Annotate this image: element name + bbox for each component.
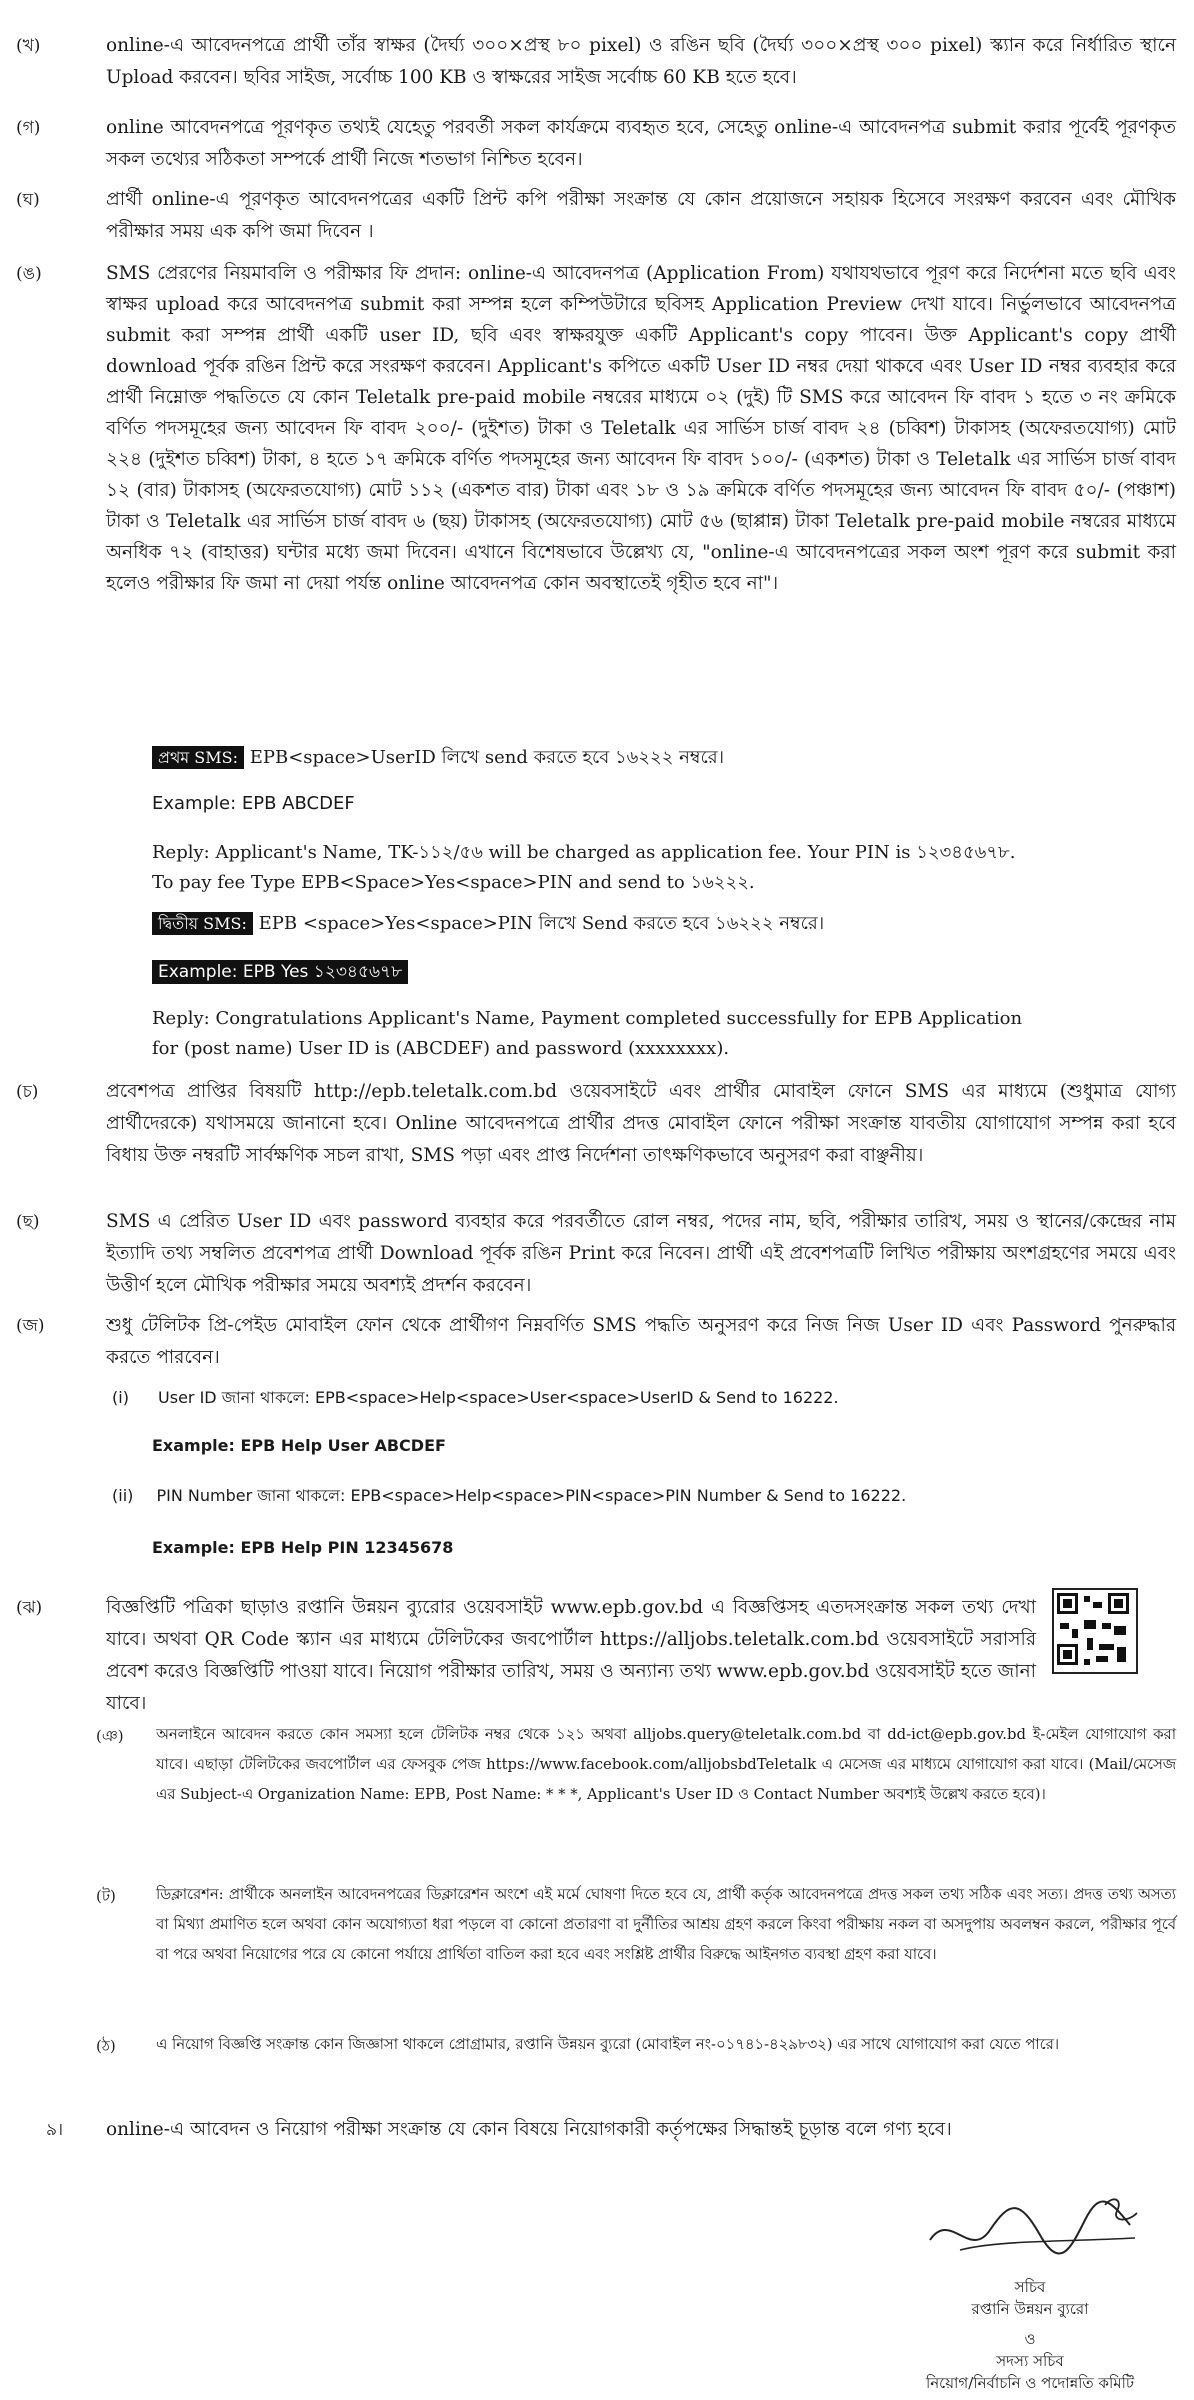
signature-block [880,2180,1180,2400]
signature-title-secretary: সচিব [1014,2278,1046,2296]
paragraph-tha [16,2030,1176,2062]
item-label: ৯। [46,2120,64,2140]
item-label: (গ) [16,118,41,138]
item-text: এ নিয়োগ বিজ্ঞপ্তি সংক্রান্ত কোন জিজ্ঞাসা থাকলে প্রোগ্রামার, রপ্তানি উন্নয়ন ব্যুরো (মোবাইল নং-০১৭৪১-৪২৯৮৩২) এর সাথে যোগাযোগ করা যেতে পারে। [156,2036,1060,2053]
item-text: online আবেদনপত্রে পূরণকৃত তথ্যই যেহেতু পরবর্তী সকল কার্যক্রমে ব্যবহৃত হবে, সেহেতু online-এ আবেদনপত্র submit করার পূর্বেই পূরণকৃত সকল তথ্যের সঠিকতা সম্পর্কে প্রার্থী নিজে শতভাগ নিশ্চিত হবেন। [106,117,1176,170]
paragraph-cha [16,1076,1176,1172]
item-text: প্রার্থী online-এ পূরণকৃত আবেদনপত্রের একটি প্রিন্ট কপি পরীক্ষা সংক্রান্ত যে কোন প্রয়োজনে সহায়ক হিসেবে সংরক্ষণ করবেন এবং মৌখিক পরীক্ষার সময় এক কপি জমা দিবেন । [106,189,1176,242]
item-text: বিজ্ঞপ্তিটি পত্রিকা ছাড়াও রপ্তানি উন্নয়ন ব্যুরোর ওয়েবসাইট www.epb.gov.bd এ বিজ্ঞপ্তিসহ এতদসংক্রান্ত সকল তথ্য দেখা যাবে। অথবা QR Code স্ক্যান এর মাধ্যমে টেলিটকের জবপোর্টাল https://alljobs.teletalk.com.bd ওয়েবসাইটে সরাসরি প্রবেশ করেও বিজ্ঞপ্তিটি পাওয়া যাবে। নিয়োগ পরীক্ষার তারিখ, সময় ও অন্যান্য তথ্য www.epb.gov.bd ওয়েবসাইট হতে জানা যাবে। [106,1597,1036,1714]
sms-second-line [152,910,1032,938]
recovery-example-i: Example: EPB Help User ABCDEF [152,1436,446,1455]
item-label: (ঘ) [16,190,40,210]
sms-reply-1: Reply: Applicant's Name, TK-১১২/৫৬ will be charged as application fee. Your PIN is ১২৩৪৫৬৭৮. To pay fee Type EPB<Space>Yes<space>PIN and send to ১৬২২২. [152,842,1016,893]
sms-first-label: প্রথম SMS: [152,746,244,769]
signature-and: ও [1024,2330,1036,2348]
item-text: অনলাইনে আবেদন করতে কোন সমস্যা হলে টেলিটক নম্বর থেকে ১২১ অথবা alljobs.query@teletalk.com.bd বা dd-ict@epb.gov.bd ই-মেইল যোগাযোগ করা যাবে। এছাড়া টেলিটকের জবপোর্টাল এর ফেসবুক পেজ https://www.facebook.com/alljobsbdTeletalk এ মেসেজ এর মাধ্যমে যোগাযোগ করা যাবে। (Mail/মেসেজ এর Subject-এ Organization Name: EPB, Post Name: * * *, Applicant's User ID ও Contact Number অবশ্যই উল্লেখ করতে হবে)। [156,1726,1176,1803]
signature-committee: নিয়োগ/নির্বাচনি ও পদোন্নতি কমিটি [925,2374,1135,2392]
recovery-label-ii: (ii) [112,1486,134,1505]
qr-code[interactable] [1052,1588,1138,1674]
item-text: শুধু টেলিটক প্রি-পেইড মোবাইল ফোন থেকে প্রার্থীগণ নিম্নবর্ণিত SMS পদ্ধতি অনুসরণ করে নিজ নিজ User ID এবং Password পুনরুদ্ধার করতে পারবেন। [106,1315,1176,1368]
item-label: (জ) [16,1316,45,1336]
recovery-text-ii: PIN Number জানা থাকলে: EPB<space>Help<space>PIN<space>PIN Number & Send to 16222. [156,1486,907,1505]
sms-second-label: দ্বিতীয় SMS: [152,912,253,935]
sms-example-1: Example: EPB ABCDEF [152,793,355,814]
paragraph-ta [16,1880,1176,1970]
item-label: (ঠ) [96,2037,116,2055]
paragraph-nya [16,1720,1176,1810]
paragraph-jha [16,1592,1036,1720]
item-label: (খ) [16,36,41,56]
item-label: (ট) [96,1887,116,1905]
item-text: ডিক্লারেশন: প্রার্থীকে অনলাইন আবেদনপত্রের ডিক্লারেশন অংশে এই মর্মে ঘোষণা দিতে হবে যে, প্রার্থী কর্তৃক আবেদনপত্রে প্রদত্ত সকল তথ্য সঠিক এবং সত্য। প্রদত্ত তথ্য অসত্য বা মিথ্যা প্রমাণিত হলে অথবা কোন অযোগ্যতা ধরা পড়লে বা কোনো প্রতারণা বা দুর্নীতির আশ্রয় গ্রহণ করলে কিংবা পরীক্ষায় নকল বা অসদুপায় অবলম্বন করলে, পরীক্ষার পূর্বে বা পরে অথবা নিয়োগের পরে যে কোনো পর্যায়ে প্রার্থিতা বাতিল করা হবে এবং সংশ্লিষ্ট প্রার্থীর বিরুদ্ধে আইনগত ব্যবস্থা গ্রহণ করা যাবে। [156,1886,1176,1963]
paragraph-ja [16,1310,1176,1374]
recovery-pin-line [112,1482,1032,1510]
sms-first-text: EPB<space>UserID লিখে send করতে হবে ১৬২২২ নম্বরে। [249,747,725,768]
paragraph-ga [16,112,1176,176]
sms-second-text: EPB <space>Yes<space>PIN লিখে Send করতে হবে ১৬২২২ নম্বরে। [258,913,825,934]
recovery-label-i: (i) [112,1388,129,1407]
sms-example-2 [152,958,1032,986]
item-text: প্রবেশপত্র প্রাপ্তির বিষয়টি http://epb.teletalk.com.bd ওয়েবসাইটে এবং প্রার্থীর মোবাইল ফোনে SMS এর মাধ্যমে (শুধুমাত্র যোগ্য প্রার্থীদেরকে) যথাসময়ে জানানো হবে। Online আবেদনপত্রে প্রার্থীর প্রদত্ত মোবাইল ফোনে পরীক্ষা সংক্রান্ত যাবতীয় যোগাযোগ সম্পন্ন করা হবে বিধায় উক্ত নম্বরটি সার্বক্ষণিক সচল রাখা, SMS পড়া এবং প্রাপ্ত নির্দেশনা তাৎক্ষণিকভাবে অনুসরণ করা বাঞ্ছনীয়। [106,1081,1176,1166]
sms-reply-2: Reply: Congratulations Applicant's Name, Payment completed successfully for EPB Application for (post name) User ID is (ABCDEF) and password (xxxxxxxx). [152,1008,1023,1059]
paragraph-nine [16,2114,1176,2146]
signature-title-member-secretary: সদস্য সচিব [996,2352,1064,2370]
item-label: (চ) [16,1082,39,1102]
recovery-text-i: User ID জানা থাকলে: EPB<space>Help<space>User<space>UserID & Send to 16222. [158,1388,839,1407]
paragraph-umo [16,258,1176,599]
item-text: online-এ আবেদনপত্রে প্রার্থী তাঁর স্বাক্ষর (দৈর্ঘ্য ৩০০×প্রস্থ ৮০ pixel) ও রঙিন ছবি (দৈর্ঘ্য ৩০০×প্রস্থ ৩০০ pixel) স্ক্যান করে নির্ধারিত স্থানে Upload করবেন। ছবির সাইজ, সর্বোচ্চ 100 KB ও স্বাক্ষরের সাইজ সর্বোচ্চ 60 KB হতে হবে। [106,35,1176,88]
signature-organization: রপ্তানি উন্নয়ন ব্যুরো [971,2300,1089,2318]
item-label: (ঞ) [96,1727,124,1745]
recovery-example-ii: Example: EPB Help PIN 12345678 [152,1538,454,1557]
recovery-userid-line [112,1384,1032,1412]
item-label: (ছ) [16,1212,40,1232]
item-text: SMS এ প্রেরিত User ID এবং password ব্যবহার করে পরবর্তীতে রোল নম্বর, পদের নাম, ছবি, পরীক্ষার তারিখ, সময় ও স্থানের/কেন্দ্রের নাম ইত্যাদি তথ্য সম্বলিত প্রবেশপত্র প্রার্থী Download পূর্বক রঙিন Print করে নিবেন। প্রার্থী এই প্রবেশপত্রটি লিখিত পরীক্ষায় অংশগ্রহণের সময়ে এবং উত্তীর্ণ হলে মৌখিক পরীক্ষার সময়ে অবশ্যই প্রদর্শন করবেন। [106,1211,1176,1296]
sms-first-line [152,744,1032,772]
paragraph-gha [16,184,1176,248]
item-label: (ঝ) [16,1598,43,1618]
item-text: SMS প্রেরণের নিয়মাবলি ও পরীক্ষার ফি প্রদান: online-এ আবেদনপত্র (Application From) যথাযথভাবে পূরণ করে নির্দেশনা মতে ছবি এবং স্বাক্ষর upload করে আবেদনপত্র submit করা সম্পন্ন হলে কম্পিউটারে ছবিসহ Application Preview দেখা যাবে। নির্ভুলভাবে আবেদনপত্র submit করা সম্পন্ন প্রার্থী একটি user ID, ছবি এবং স্বাক্ষরযুক্ত একটি Applicant's copy পাবেন। উক্ত Applicant's copy প্রার্থী download পূর্বক রঙিন প্রিন্ট করে সংরক্ষণ করবেন। Applicant's কপিতে একটি User ID নম্বর দেয়া থাকবে এবং User ID নম্বর ব্যবহার করে প্রার্থী নিম্নোক্ত পদ্ধতিতে যে কোন Teletalk pre-paid mobile নম্বরের মাধ্যমে ০২ (দুই) টি SMS করে আবেদন ফি বাবদ ১ হতে ৩ নং ক্রমিকে বর্ণিত পদসমূহের জন্য আবেদন ফি বাবদ ২০০/- (দুইশত) টাকা ও Teletalk এর সার্ভিস চার্জ বাবদ ২৪ (চব্বিশ) টাকাসহ (অফেরতযোগ্য) মোট ২২৪ (দুইশত চব্বিশ) টাকা, ৪ হতে ১৭ ক্রমিকে বর্ণিত পদসমূহের জন্য আবেদন ফি বাবদ ১০০/- (একশত) টাকা ও Teletalk এর সার্ভিস চার্জ বাবদ ১২ (বার) টাকাসহ (অফেরতযোগ্য) মোট ১১২ (একশত বার) টাকা এবং ১৮ ও ১৯ ক্রমিকে বর্ণিত পদসমূহের জন্য আবেদন ফি বাবদ ৫০/- (পঞ্চাশ) টাকা ও Teletalk এর সার্ভিস চার্জ বাবদ ৬ (ছয়) টাকাসহ (অফেরতযোগ্য) মোট ৫৬ (ছাপ্পান্ন) টাকা Teletalk pre-paid mobile নম্বরের মাধ্যমে অনধিক ৭২ (বাহাত্তর) ঘন্টার মধ্যে জমা দিবেন। এখানে বিশেষভাবে উল্লেখ্য যে, "online-এ আবেদনপত্রের সকল অংশ পূরণ করে submit করা হলেও পরীক্ষার ফি জমা না দেয়া পর্যন্ত online আবেদনপত্র কোন অবস্থাতেই গৃহীত হবে না"। [106,263,1176,594]
item-label: (ঙ) [16,264,42,284]
paragraph-chha [16,1206,1176,1302]
paragraph-kha [16,30,1176,94]
signature-image [920,2180,1150,2270]
sms-example-2-text: Example: EPB Yes ১২৩৪৫৬৭৮ [152,960,408,984]
item-text: online-এ আবেদন ও নিয়োগ পরীক্ষা সংক্রান্ত যে কোন বিষয়ে নিয়োগকারী কর্তৃপক্ষের সিদ্ধান্তই চূড়ান্ত বলে গণ্য হবে। [106,2119,952,2140]
